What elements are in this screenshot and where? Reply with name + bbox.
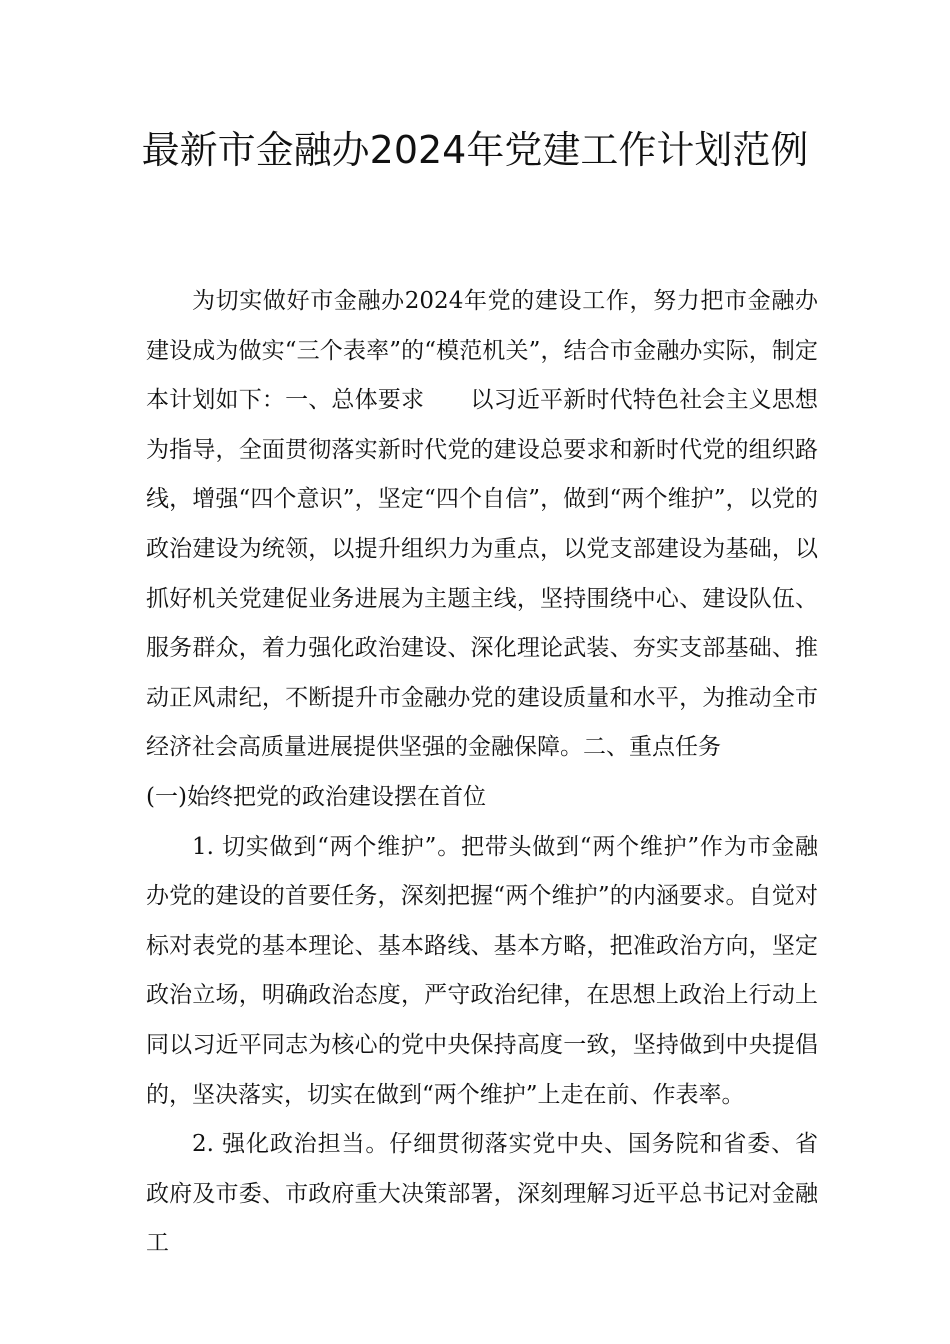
document-title: 最新市金融办2024年党建工作计划范例 [141, 128, 809, 172]
paragraph-intro: 为切实做好市金融办2024年党的建设工作，努力把市金融办建设成为做实“三个表率”的“模范机关”，结合市金融办实际，制定本计划如下：一、总体要求 以习近平新时代特色社会主义思想为指导，全面贯彻落实新时代党的建设总要求和新时代党的组织路线，增强“四个意识”，坚定“四个自信”，做到“两个维护”，以党的政治建设为统领，以提升组织力为重点，以党支部建设为基础，以抓好机关党建促业务进展为主题主线，坚持围绕中心、建设队伍、服务群众，着力强化政治建设、深化理论武装、夯实支部基础、推动正风肃纪，不断提升市金融办党的建设质量和水平，为推动全市经济社会高质量进展提供坚强的金融保障。二、重点任务 [146, 288, 818, 761]
section-heading-1: (一)始终把党的政治建设摆在首位 [146, 783, 486, 810]
paragraph-item-1: 1. 切实做到“两个维护”。把带头做到“两个维护”作为市金融办党的建设的首要任务，深刻把握“两个维护”的内涵要求。自觉对标对表党的基本理论、基本路线、基本方略，把准政治方向，坚定政治立场，明确政治态度，严守政治纪律，在思想上政治上行动上同以习近平同志为核心的党中央保持高度一致，坚持做到中央提倡的，坚决落实，切实在做到“两个维护”上走在前、作表率。 [146, 833, 818, 1108]
document-body [146, 277, 818, 1269]
paragraph-item-2: 2. 强化政治担当。仔细贯彻落实党中央、国务院和省委、省政府及市委、市政府重大决策部署，深刻理解习近平总书记对金融工 [146, 1131, 818, 1257]
